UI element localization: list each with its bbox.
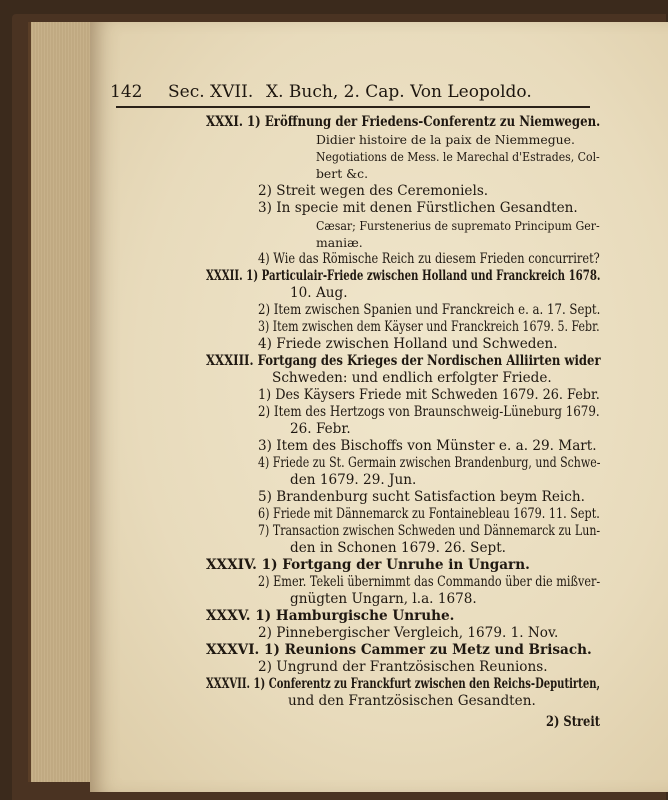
section-label: Sec. XVII. [168,82,254,102]
toc-line: 4) Friede zu St. Germain zwischen Brandenburg, und Schwe- [258,455,601,471]
toc-line: Cæsar; Furstenerius de supremato Principum Ger- [316,218,600,233]
toc-line: Schweden: und endlich erfolgter Friede. [272,370,552,386]
toc-line: 2) Streit wegen des Ceremoniels. [258,183,489,199]
toc-line: XXXIV. 1) Fortgang der Unruhe in Ungarn. [206,557,530,573]
toc-line: 7) Transaction zwischen Schweden und Dännemarck zu Lun- [258,523,601,539]
toc-line: 26. Febr. [290,421,351,437]
toc-line: 4) Friede zwischen Holland und Schweden. [258,336,558,352]
toc-line: 2) Ungrund der Frantzösischen Reunions. [258,659,548,675]
toc-line: XXXIII. Fortgang des Krieges der Nordischen Alliirten wider [206,353,601,369]
toc-line: und den Frantzösischen Gesandten. [288,693,536,709]
toc-line: XXXVII. 1) Conferentz zu Franckfurt zwischen den Reichs-Deputirten, [206,676,600,692]
page-number: 142 [110,82,143,102]
toc-line: 2) Item des Hertzogs von Braunschweig-Lüneburg 1679. [258,404,600,420]
toc-line: XXXI. 1) Eröffnung der Friedens-Conferentz zu Niemwegen. [206,114,601,130]
toc-line: 5) Brandenburg sucht Satisfaction beym Reich. [258,489,585,505]
toc-line: 10. Aug. [290,285,348,301]
toc-line: Didier histoire de la paix de Niemmegue. [316,132,575,147]
toc-line: 3) In specie mit denen Fürstlichen Gesandten. [258,200,578,216]
toc-line: 3) Item des Bischoffs von Münster e. a. 29. Mart. [258,438,597,454]
toc-line: gnügten Ungarn, l.a. 1678. [290,591,477,607]
toc-line: 3) Item zwischen dem Käyser und Franckreich 1679. 5. Febr. [258,319,600,335]
toc-line: 4) Wie das Römische Reich zu diesem Frieden concurriret? [258,251,600,267]
toc-line: XXXVI. 1) Reunions Cammer zu Metz und Brisach. [206,642,592,658]
catchword: 2) Streit [546,714,601,730]
toc-line: 2) Emer. Tekeli übernimmt das Commando über die mißver- [258,574,601,590]
toc-line: den in Schonen 1679. 26. Sept. [290,540,507,556]
toc-line: Negotiations de Mess. le Marechal d'Estrades, Col- [316,149,600,164]
toc-line: 2) Item zwischen Spanien und Franckreich e. a. 17. Sept. [258,302,601,318]
toc-line: XXXV. 1) Hamburgische Unruhe. [206,608,455,624]
toc-line: den 1679. 29. Jun. [290,472,417,488]
toc-line: 1) Des Käysers Friede mit Schweden 1679. 26. Febr. [258,387,600,403]
toc-line: 6) Friede mit Dännemarck zu Fontainebleau 1679. 11. Sept. [258,506,600,522]
chapter-label: X. Buch, 2. Cap. Von Leopoldo. [266,82,532,102]
toc-line: maniæ. [316,235,363,250]
toc-line: bert &c. [316,166,369,181]
toc-line: XXXII. 1) Particulair-Friede zwischen Holland und Franckreich 1678. [206,268,601,284]
toc-line: 2) Pinnebergischer Vergleich, 1679. 1. Nov. [258,625,559,641]
